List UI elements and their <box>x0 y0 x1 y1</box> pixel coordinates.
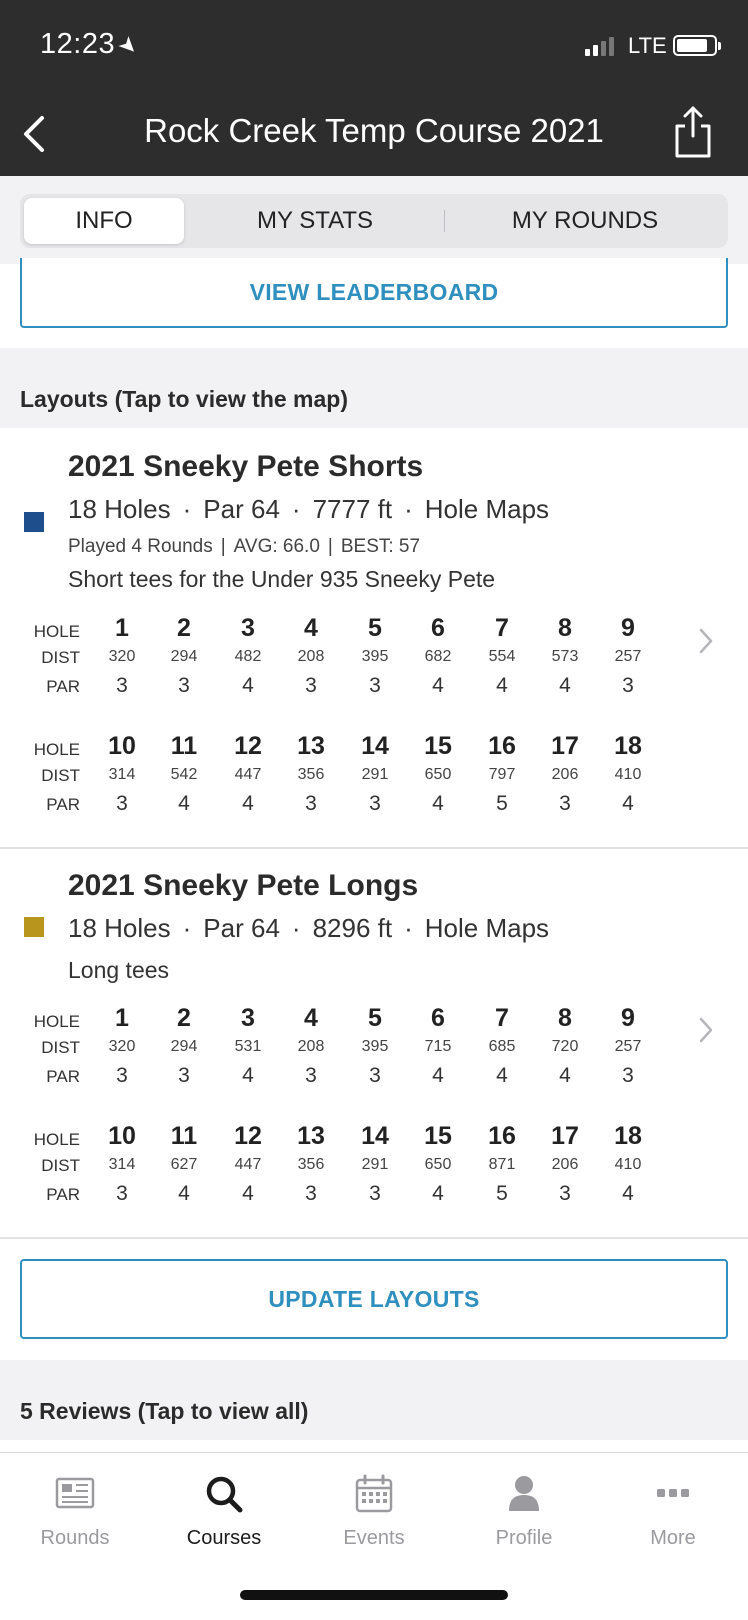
update-layouts-button[interactable]: UPDATE LAYOUTS <box>20 1259 728 1339</box>
best-score: BEST: 57 <box>340 536 421 557</box>
hole-number: 5 <box>368 1004 382 1032</box>
hole-number: 16 <box>488 732 516 760</box>
hole-distance: 573 <box>551 648 579 665</box>
segmented-control-area <box>0 176 748 264</box>
hole-distance: 257 <box>614 648 642 665</box>
tab-info[interactable]: INFO <box>24 198 184 244</box>
share-icon <box>668 104 718 160</box>
scorecard-front <box>0 1004 680 1094</box>
newspaper-icon <box>52 1471 98 1517</box>
hole-distance: 482 <box>234 648 262 665</box>
layout-stats: Played 4 Rounds | AVG: 66.0 | BEST: 57 <box>68 536 421 557</box>
played-rounds: Played 4 Rounds <box>68 536 213 557</box>
tab-profile[interactable] <box>449 1471 599 1550</box>
row-label-hole: HOLE <box>33 622 80 641</box>
tab-label: Events <box>343 1527 405 1549</box>
hole-number: 10 <box>108 1122 136 1150</box>
scorecard-back <box>0 732 680 822</box>
row-label-hole: HOLE <box>33 1130 80 1149</box>
hole-par: 4 <box>559 674 571 697</box>
hole-distance: 531 <box>234 1038 262 1055</box>
hole-number: 13 <box>297 1122 325 1150</box>
person-icon <box>501 1471 547 1517</box>
hole-par: 4 <box>559 1064 571 1087</box>
tab-label: Courses <box>186 1527 262 1549</box>
battery-icon <box>673 35 717 56</box>
hole-distance: 257 <box>614 1038 642 1055</box>
hole-distance: 720 <box>551 1038 579 1055</box>
layout-par: Par 64 <box>203 913 280 943</box>
hole-par: 3 <box>369 674 381 697</box>
hole-distance: 410 <box>614 766 642 783</box>
hole-number: 13 <box>297 732 325 760</box>
hole-par: 3 <box>305 1064 317 1087</box>
hole-distance: 208 <box>297 648 325 665</box>
hole-par: 4 <box>432 674 444 697</box>
hole-par: 3 <box>305 674 317 697</box>
layout-description: Short tees for the Under 935 Sneeky Pete <box>68 566 496 592</box>
hole-par: 4 <box>496 1064 508 1087</box>
hole-par: 3 <box>622 1064 634 1087</box>
hole-number: 1 <box>115 1004 129 1032</box>
chevron-right-icon[interactable] <box>696 626 716 656</box>
hole-distance: 447 <box>234 766 262 783</box>
calendar-icon <box>351 1471 397 1517</box>
hole-par: 3 <box>305 792 317 815</box>
hole-par: 4 <box>178 792 190 815</box>
hole-par: 4 <box>432 1182 444 1205</box>
hole-distance: 206 <box>551 1156 579 1173</box>
reviews-title: 5 Reviews (Tap to view all) <box>20 1398 309 1424</box>
hole-number: 2 <box>177 614 191 642</box>
hole-distance: 715 <box>424 1038 452 1055</box>
hole-par: 3 <box>369 1064 381 1087</box>
hole-distance: 554 <box>488 648 516 665</box>
chevron-right-icon[interactable] <box>696 1015 716 1045</box>
hole-number: 3 <box>241 1004 255 1032</box>
hole-distance: 208 <box>297 1038 325 1055</box>
tab-events[interactable] <box>299 1471 449 1550</box>
carrier-label: LTE <box>628 33 667 58</box>
hole-distance: 650 <box>424 766 452 783</box>
hole-number: 14 <box>361 732 389 760</box>
hole-par: 3 <box>178 674 190 697</box>
hole-par: 4 <box>622 1182 634 1205</box>
tab-label: Rounds <box>40 1527 110 1549</box>
hole-par: 3 <box>178 1064 190 1087</box>
hole-par: 3 <box>369 792 381 815</box>
hole-distance: 395 <box>361 648 389 665</box>
hole-par: 3 <box>559 792 571 815</box>
scorecard-back <box>0 1122 680 1212</box>
hole-number: 7 <box>495 614 509 642</box>
hole-number: 14 <box>361 1122 389 1150</box>
hole-number: 2 <box>177 1004 191 1032</box>
hole-par: 4 <box>432 1064 444 1087</box>
signal-strength-icon <box>585 36 614 56</box>
home-indicator <box>240 1590 508 1600</box>
hole-distance: 320 <box>108 648 136 665</box>
view-leaderboard-button[interactable]: VIEW LEADERBOARD <box>20 258 728 328</box>
layout-name: 2021 Sneeky Pete Longs <box>68 869 419 902</box>
hole-number: 11 <box>170 732 198 760</box>
tab-more[interactable] <box>598 1471 748 1550</box>
hole-distance: 206 <box>551 766 579 783</box>
hole-distance: 314 <box>108 766 136 783</box>
hole-number: 9 <box>621 1004 635 1032</box>
hole-par: 4 <box>178 1182 190 1205</box>
row-label-dist: DIST <box>41 766 80 785</box>
hole-number: 9 <box>621 614 635 642</box>
layout-meta: 18 Holes · Par 64 · 8296 ft · Hole Maps <box>68 913 550 943</box>
chevron-left-icon <box>12 110 60 158</box>
tab-my-stats[interactable]: MY STATS <box>256 207 373 234</box>
hole-number: 5 <box>368 614 382 642</box>
hole-distance: 294 <box>170 1038 198 1055</box>
hole-number: 18 <box>614 1122 642 1150</box>
tab-label: Profile <box>495 1527 553 1549</box>
hole-par: 4 <box>242 792 254 815</box>
status-bar <box>0 0 748 92</box>
hole-number: 17 <box>551 732 579 760</box>
layout-meta: 18 Holes · Par 64 · 7777 ft · Hole Maps <box>68 494 550 524</box>
hole-maps-link[interactable]: Hole Maps <box>424 913 550 943</box>
hole-number: 1 <box>115 614 129 642</box>
back-button[interactable] <box>12 110 60 158</box>
hole-number: 7 <box>495 1004 509 1032</box>
row-label-par: PAR <box>46 677 80 696</box>
status-time <box>40 28 145 62</box>
hole-distance: 650 <box>424 1156 452 1173</box>
tab-my-rounds[interactable]: MY ROUNDS <box>511 207 659 234</box>
layout-par: Par 64 <box>203 494 280 524</box>
hole-par: 4 <box>496 674 508 697</box>
hole-par: 5 <box>496 792 508 815</box>
status-time-text: 12:23 <box>40 28 116 60</box>
hole-distance: 797 <box>488 766 516 783</box>
hole-distance: 291 <box>361 766 389 783</box>
hole-distance: 542 <box>170 766 198 783</box>
hole-distance: 685 <box>488 1038 516 1055</box>
reviews-section-header[interactable] <box>0 1360 748 1440</box>
hole-distance: 356 <box>297 1156 325 1173</box>
segment-divider <box>444 210 445 232</box>
layout-card-longs[interactable] <box>0 849 748 1237</box>
hole-number: 4 <box>304 1004 318 1032</box>
share-button[interactable] <box>668 104 718 160</box>
row-label-par: PAR <box>46 795 80 814</box>
nav-header <box>0 92 748 176</box>
hole-distance: 395 <box>361 1038 389 1055</box>
hole-number: 12 <box>234 732 262 760</box>
average-score: AVG: 66.0 <box>233 536 320 557</box>
hole-distance: 447 <box>234 1156 262 1173</box>
hole-number: 6 <box>431 1004 445 1032</box>
hole-par: 3 <box>305 1182 317 1205</box>
hole-par: 4 <box>432 792 444 815</box>
hole-par: 3 <box>116 1182 128 1205</box>
row-label-dist: DIST <box>41 1156 80 1175</box>
hole-par: 3 <box>369 1182 381 1205</box>
search-icon <box>201 1471 247 1517</box>
layout-holes: 18 Holes <box>68 913 171 943</box>
page-title: Rock Creek Temp Course 2021 <box>144 112 604 149</box>
hole-par: 4 <box>242 1182 254 1205</box>
row-label-par: PAR <box>46 1185 80 1204</box>
hole-par: 3 <box>116 1064 128 1087</box>
row-label-dist: DIST <box>41 1038 80 1057</box>
hole-maps-link[interactable]: Hole Maps <box>424 494 550 524</box>
hole-distance: 410 <box>614 1156 642 1173</box>
layouts-section-header <box>0 348 748 428</box>
hole-distance: 871 <box>488 1156 516 1173</box>
layout-length: 7777 ft <box>312 494 393 524</box>
hole-number: 17 <box>551 1122 579 1150</box>
hole-number: 8 <box>558 614 572 642</box>
hole-distance: 356 <box>297 766 325 783</box>
hole-number: 18 <box>614 732 642 760</box>
hole-number: 11 <box>170 1122 198 1150</box>
hole-distance: 682 <box>424 648 452 665</box>
hole-number: 10 <box>108 732 136 760</box>
hole-par: 3 <box>116 674 128 697</box>
hole-par: 3 <box>116 792 128 815</box>
hole-par: 5 <box>496 1182 508 1205</box>
row-label-dist: DIST <box>41 648 80 667</box>
hole-number: 15 <box>424 1122 452 1150</box>
hole-distance: 314 <box>108 1156 136 1173</box>
row-label-hole: HOLE <box>33 740 80 759</box>
hole-par: 4 <box>622 792 634 815</box>
layout-name: 2021 Sneeky Pete Shorts <box>68 450 424 483</box>
hole-par: 4 <box>242 1064 254 1087</box>
location-arrow-icon: ➤ <box>113 30 145 62</box>
tab-rounds[interactable] <box>0 1471 150 1550</box>
layout-color-swatch <box>24 917 44 937</box>
hole-number: 12 <box>234 1122 262 1150</box>
layout-description: Long tees <box>68 957 170 983</box>
layout-length: 8296 ft <box>312 913 393 943</box>
hole-distance: 320 <box>108 1038 136 1055</box>
tab-label: More <box>650 1527 696 1549</box>
hole-number: 4 <box>304 614 318 642</box>
layout-card-shorts[interactable] <box>0 428 748 848</box>
scorecard-front <box>0 614 680 704</box>
hole-par: 3 <box>559 1182 571 1205</box>
layout-divider <box>0 1237 748 1239</box>
hole-number: 3 <box>241 614 255 642</box>
tab-courses[interactable] <box>149 1471 299 1550</box>
layout-color-swatch <box>24 512 44 532</box>
hole-par: 3 <box>622 674 634 697</box>
row-label-par: PAR <box>46 1067 80 1086</box>
hole-number: 6 <box>431 614 445 642</box>
hole-distance: 627 <box>170 1156 198 1173</box>
layout-holes: 18 Holes <box>68 494 171 524</box>
segmented-control <box>20 194 728 248</box>
hole-number: 8 <box>558 1004 572 1032</box>
layouts-section-title: Layouts (Tap to view the map) <box>20 386 348 412</box>
hole-number: 15 <box>424 732 452 760</box>
hole-number: 16 <box>488 1122 516 1150</box>
more-dots-icon <box>650 1471 696 1517</box>
row-label-hole: HOLE <box>33 1012 80 1031</box>
hole-distance: 291 <box>361 1156 389 1173</box>
hole-par: 4 <box>242 674 254 697</box>
hole-distance: 294 <box>170 648 198 665</box>
